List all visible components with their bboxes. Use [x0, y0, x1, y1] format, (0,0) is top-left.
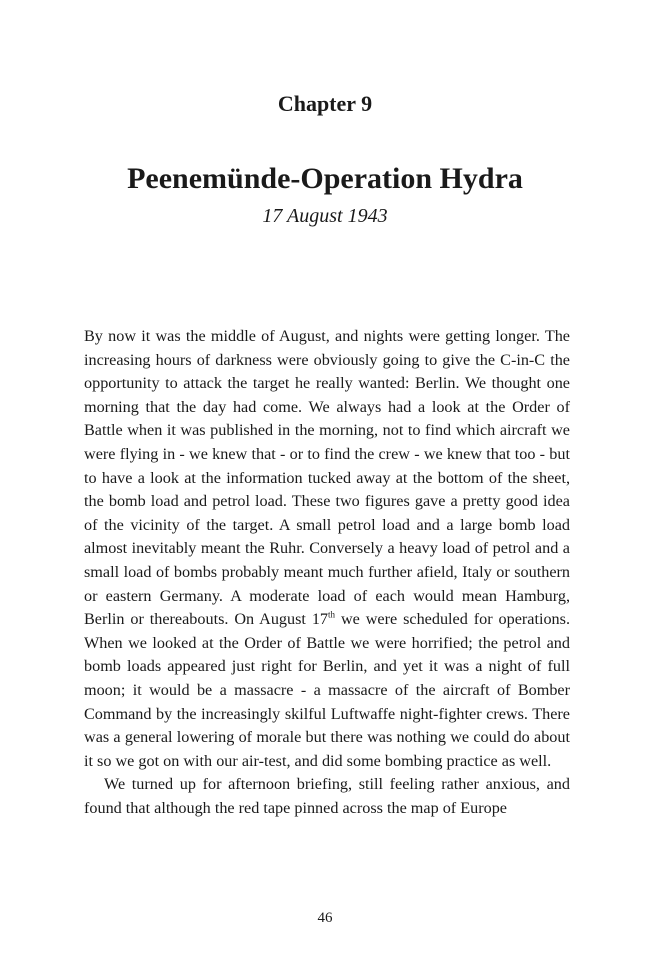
paragraph-1-text-a: By now it was the middle of August, and nights were getting longer. The increasing hours of darkness were obviously going to give the C-in-C the opportunity to attack the target he really wanted: Berlin. We thought one morning that the day had come. We always had a look at the Order of Battle when it was published in the morning, not to find which aircraft we were flying in - we knew that - or to find the crew - we knew that too - but to have a look at the information tucked away at the bottom of the sheet, the bomb load and petrol load. These two figures gave a pretty good idea of the vicinity of the target. A small petrol load and a large bomb load almost inevitably meant the Ruhr. Conversely a heavy load of petrol and a small load of bombs probably meant much further afield, Italy or southern or eastern Germany. A moderate load of each would mean Hamburg, Berlin or thereabouts. On August 17 [84, 327, 570, 629]
paragraph-2: We turned up for afternoon briefing, still feeling rather anxious, and found that although the red tape pinned across the map of Europe [84, 775, 570, 817]
chapter-label: Chapter 9 [277, 91, 373, 116]
chapter-date: 17 August 1943 [262, 205, 388, 227]
body-text [84, 325, 570, 820]
page-number: 46 [317, 910, 333, 926]
paragraph-1-text-b: we were scheduled for operations. When we looked at the Order of Battle we were horrified; the petrol and bomb loads appeared just right for Berlin, and yet it was a night of full moon; it would be a massacre - a massacre of the aircraft of Bomber Command by the increasingly skilful Luftwaffe night-fighter crews. There was a general lowering of morale but there was nothing we could do about it so we got on with our air-test, and did some bombing practice as well. [84, 610, 570, 770]
paragraph-1 [84, 325, 570, 773]
ordinal-superscript: th [328, 609, 336, 620]
chapter-title: Peenemünde-Operation Hydra [127, 162, 523, 195]
